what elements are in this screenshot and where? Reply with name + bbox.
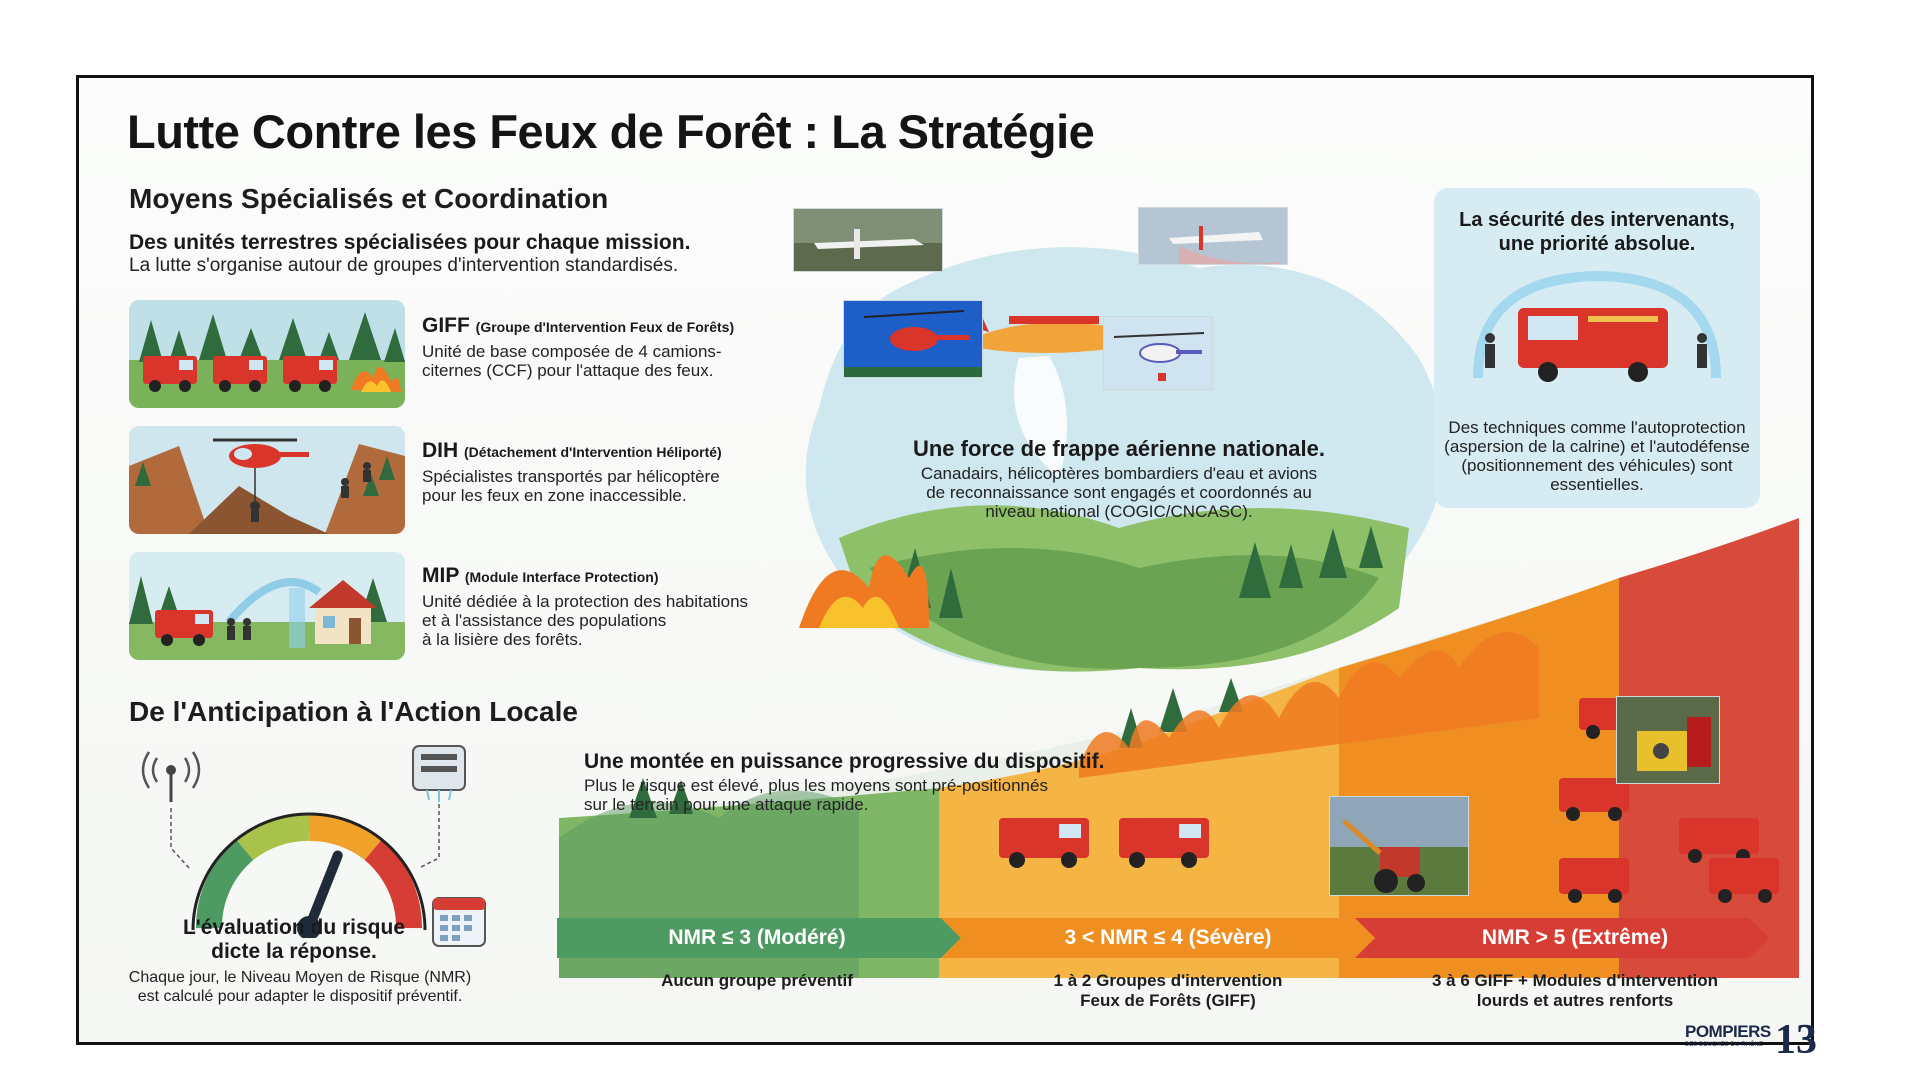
- mip-illustration: [129, 552, 405, 660]
- level-desc-extreme: [1375, 971, 1775, 1011]
- logo-number: 13: [1775, 1017, 1817, 1063]
- level-desc-line: 1 à 2 Groupes d'intervention: [1053, 971, 1283, 990]
- risk-gauge: [129, 738, 469, 938]
- section-heading-means: Moyens Spécialisés et Coordination: [129, 183, 609, 214]
- mip-full-name: (Module Interface Protection): [464, 569, 659, 585]
- safety-desc-line: Des techniques comme l'autoprotection: [1448, 418, 1746, 437]
- antenna-icon: [143, 752, 199, 802]
- safety-desc-line: (positionnement des véhicules) sont: [1461, 456, 1733, 475]
- level-desc-line: 3 à 6 GIFF + Modules d'intervention: [1431, 971, 1718, 990]
- escalation-landscape: [559, 518, 1799, 978]
- heavy-machine-photo: [1616, 696, 1720, 784]
- dih-desc-line: pour les feux en zone inaccessible.: [422, 486, 687, 505]
- mip-desc-line: Unité dédiée à la protection des habitations: [422, 592, 749, 611]
- section-heading-anticipation: De l'Anticipation à l'Action Locale: [129, 696, 578, 727]
- safety-desc-line: essentielles.: [1550, 475, 1644, 494]
- level-label-extreme: NMR > 5 (Extrême): [1481, 926, 1669, 949]
- pompiers-13-logo: [1685, 1018, 1815, 1066]
- risk-desc-line: Chaque jour, le Niveau Moyen de Risque (NMR): [128, 969, 472, 986]
- level-label-moderate: NMR ≤ 3 (Modéré): [668, 926, 846, 949]
- level-label-severe: 3 < NMR ≤ 4 (Sévère): [1064, 926, 1272, 949]
- aerial-description: [839, 464, 1399, 521]
- level-desc-line: lourds et autres renforts: [1476, 991, 1674, 1010]
- dih-acronym: DIH: [422, 439, 459, 462]
- safety-title-line: une priorité absolue.: [1498, 233, 1696, 255]
- white-helicopter-photo: [1103, 316, 1213, 390]
- risk-title: [129, 916, 459, 964]
- level-desc-line: Aucun groupe préventif: [661, 971, 853, 990]
- level-desc-line: Feux de Forêts (GIFF): [1080, 991, 1256, 1010]
- giff-card-text: [422, 314, 802, 380]
- risk-title-line: L'évaluation du risque: [182, 916, 406, 939]
- intro-text: La lutte s'organise autour de groupes d'intervention standardisés.: [129, 255, 679, 276]
- aerial-desc-line: niveau national (COGIC/CNCASC).: [985, 502, 1253, 521]
- level-desc-moderate: [557, 971, 957, 991]
- giff-full-name: (Groupe d'Intervention Feux de Forêts): [475, 319, 735, 335]
- dih-illustration: [129, 426, 405, 534]
- mip-desc-line: à la lisière des forêts.: [422, 630, 583, 649]
- reconnaissance-plane-photo: [793, 208, 943, 272]
- mip-desc-line: et à l'assistance des populations: [422, 611, 667, 630]
- safety-title-line: La sécurité des intervenants,: [1459, 209, 1735, 231]
- aerial-desc-line: de reconnaissance sont engagés et coordonnés au: [926, 483, 1312, 502]
- red-helicopter-photo: [843, 300, 983, 378]
- escalation-desc-line: sur le terrain pour une attaque rapide.: [584, 795, 869, 814]
- intro-bold: Des unités terrestres spécialisées pour chaque mission.: [129, 231, 691, 254]
- risk-description: [115, 968, 485, 1006]
- risk-desc-line: est calculé pour adapter le dispositif préventif.: [137, 988, 463, 1005]
- giff-illustration: [129, 300, 405, 408]
- escalation-title: Une montée en puissance progressive du dispositif.: [584, 750, 1105, 773]
- logo-subtext: DES BOUCHES-DU-RHÔNE: [1685, 1042, 1764, 1048]
- escalation-description: [584, 776, 1048, 814]
- safety-panel: [1434, 188, 1760, 508]
- giff-desc-line: citernes (CCF) pour l'attaque des feux.: [422, 361, 714, 380]
- logo-text: POMPIERS: [1685, 1022, 1771, 1041]
- giff-acronym: GIFF: [422, 314, 470, 337]
- dih-desc-line: Spécialistes transportés par hélicoptère: [422, 467, 720, 486]
- risk-title-line: dicte la réponse.: [211, 940, 377, 963]
- aerial-title: Une force de frappe aérienne nationale.: [912, 436, 1325, 461]
- safety-title: [1434, 208, 1760, 256]
- forestry-tractor-photo: [1329, 796, 1469, 896]
- dih-card-text: [422, 439, 802, 505]
- giff-desc-line: Unité de base composée de 4 camions-: [422, 342, 722, 361]
- protected-truck-illustration: [1458, 268, 1736, 388]
- dih-full-name: (Détachement d'Intervention Héliporté): [464, 444, 722, 460]
- weather-station-icon: [413, 746, 465, 802]
- infographic-frame: [76, 75, 1814, 1045]
- aerial-desc-line: Canadairs, hélicoptères bombardiers d'eau et avions: [920, 464, 1318, 483]
- water-bomber-plane-photo: [1138, 207, 1288, 265]
- safety-desc-line: (aspersion de la calrine) et l'autodéfense: [1444, 437, 1750, 456]
- escalation-desc-line: Plus le risque est élevé, plus les moyens sont pré-positionnés: [584, 776, 1048, 795]
- page-title: Lutte Contre les Feux de Forêt : La Stratégie: [127, 105, 1095, 158]
- level-desc-severe: [961, 971, 1375, 1011]
- mip-acronym: MIP: [422, 564, 459, 587]
- safety-description: [1434, 418, 1760, 494]
